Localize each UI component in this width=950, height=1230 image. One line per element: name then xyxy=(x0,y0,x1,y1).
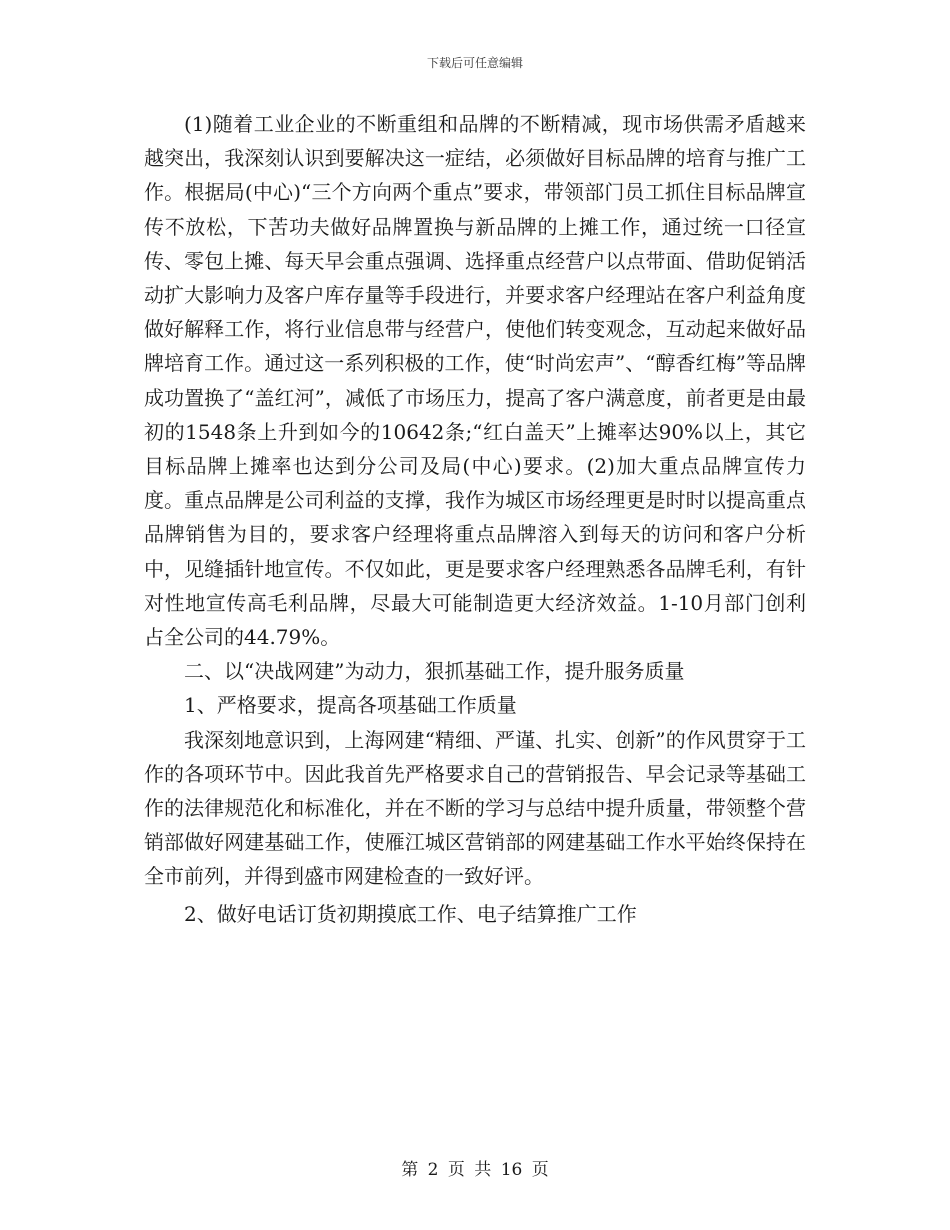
document-body xyxy=(144,107,806,931)
page-number: 第 2 页 共 16 页 xyxy=(401,1160,549,1180)
paragraph-brand-cultivation: (1)随着工业企业的不断重组和品牌的不断精减，现市场供需矛盾越来越突出，我深刻认识到要解决这一症结，必须做好目标品牌的培育与推广工作。根据局(中心)“三个方向两个重点”要求，带领部门员工抓住目标品牌宣传不放松，下苦功夫做好品牌置换与新品牌的上摊工作，通过统一口径宣传、零包上摊、每天早会重点强调、选择重点经营户以点带面、借助促销活动扩大影响力及客户库存量等手段进行，并要求客户经理站在客户利益角度做好解释工作，将行业信息带与经营户，使他们转变观念，互动起来做好品牌培育工作。通过这一系列积极的工作，使“时尚宏声”、“醇香红梅”等品牌成功置换了“盖红河”，减低了市场压力，提高了客户满意度，前者更是由最初的1548条上升到如今的10642条;“红白盖天”上摊率达90%以上，其它目标品牌上摊率也达到分公司及局(中心)要求。(2)加大重点品牌宣传力度。重点品牌是公司利益的支撑，我作为城区市场经理更是时时以提高重点品牌销售为目的，要求客户经理将重点品牌溶入到每天的访问和客户分析中，见缝插针地宣传。不仅如此，更是要求客户经理熟悉各品牌毛利，有针对性地宣传高毛利品牌，尽最大可能制造更大经济效益。1-10月部门创利占全公司的44.79%。 xyxy=(144,112,806,650)
paragraph-basic-work: 我深刻地意识到，上海网建“精细、严谨、扎实、创新”的作风贯穿于工作的各项环节中。因此我首先严格要求自己的营销报告、早会记录等基础工作的法律规范化和标准化，并在不断的学习与总结中提升质量，带领整个营销部做好网建基础工作，使雁江城区营销部的网建基础工作水平始终保持在全市前列，并得到盛市网建检查的一致好评。 xyxy=(144,727,806,889)
section-heading-network: 二、以“决战网建”为动力，狠抓基础工作，提升服务质量 xyxy=(184,659,685,684)
subheading-basic-work: 1、严格要求，提高各项基础工作质量 xyxy=(184,693,517,718)
subheading-phone-ordering: 2、做好电话订货初期摸底工作、电子结算推广工作 xyxy=(184,901,637,926)
page-header-note: 下载后可任意编辑 xyxy=(426,56,523,70)
